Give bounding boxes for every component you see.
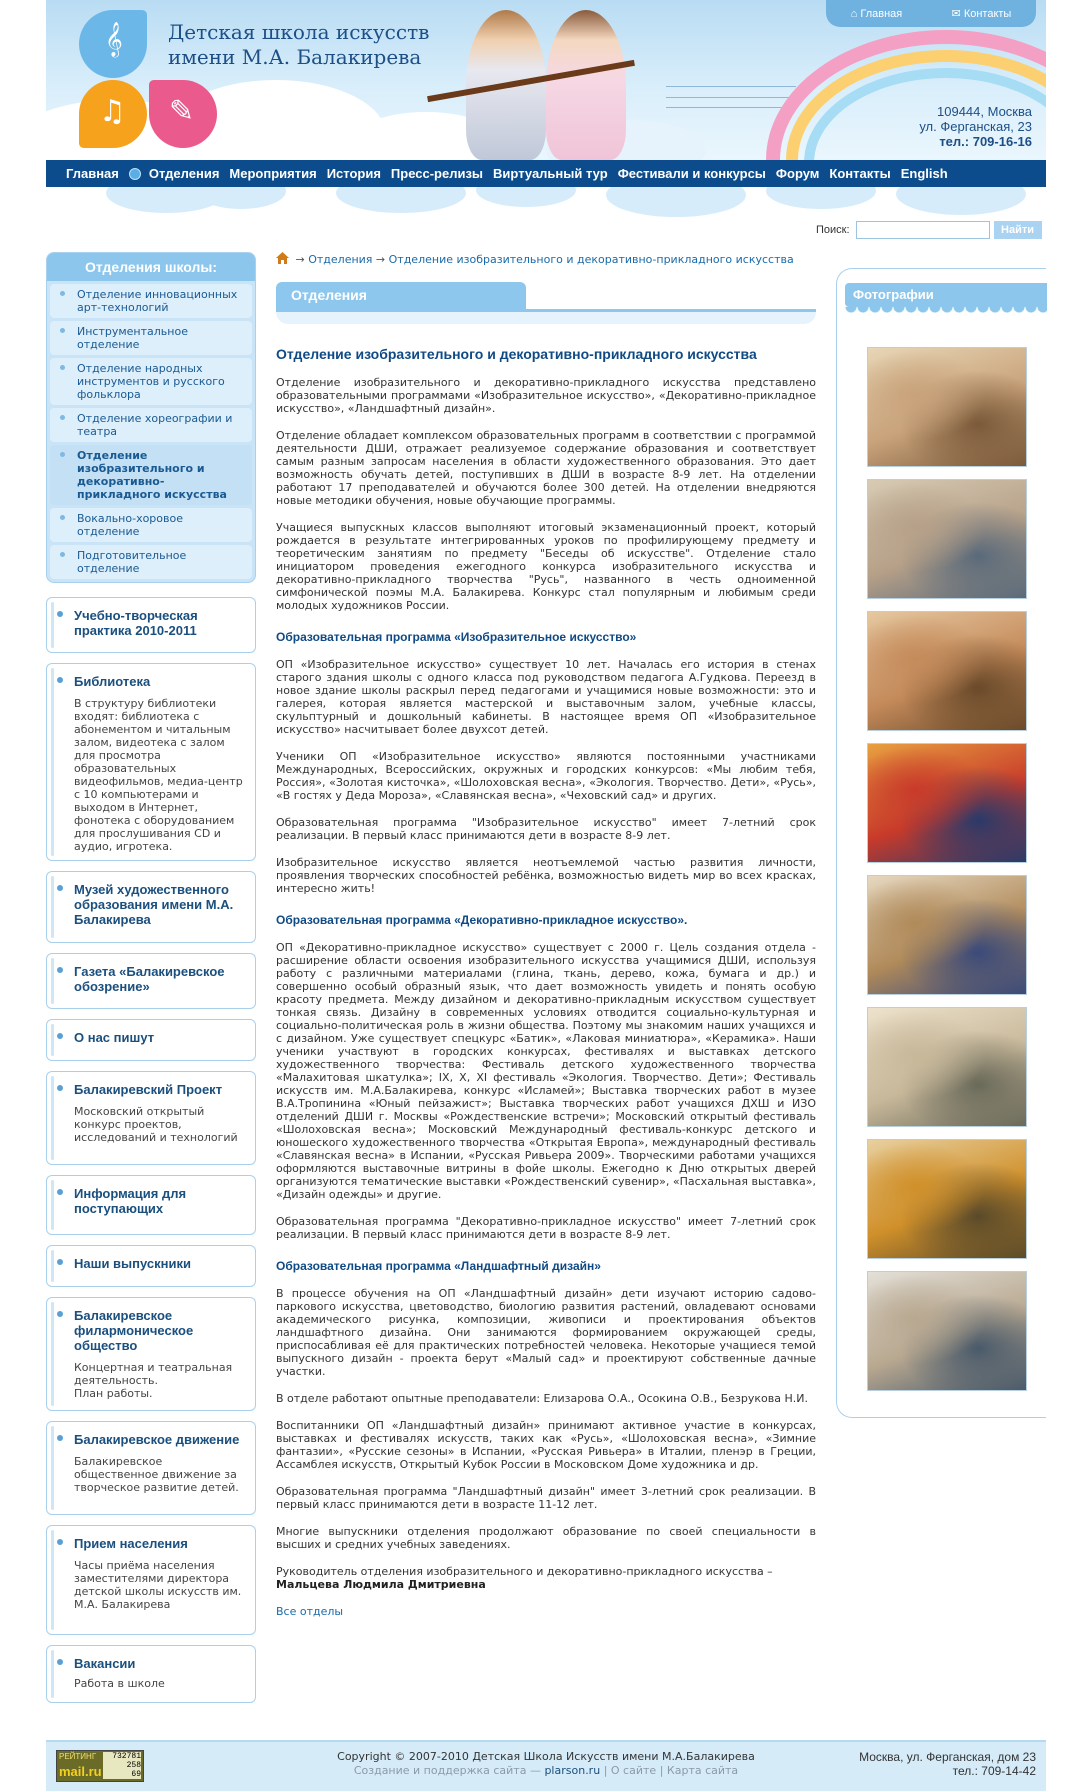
breadcrumb-departments[interactable]: Отделения (308, 253, 373, 266)
mailru-counter[interactable]: РЕЙТИНГ mail.ru 732781 258 69 (56, 1750, 144, 1782)
photo-painted-eggs[interactable] (867, 875, 1027, 995)
photo-toys-display[interactable] (867, 1139, 1027, 1259)
nav-item-english[interactable]: English (900, 166, 948, 181)
sidebar-item-choreography[interactable]: Отделение хореографии и театра (50, 408, 252, 442)
article-paragraph: Образовательная программа "Изобразительное искусство" имеет 7-летний срок реализации. В первый класс принимаются дети в возрасте 8-9 лет. (276, 816, 816, 842)
breadcrumb: → Отделения → Отделение изобразительного и декоративно-прикладного искусства (276, 252, 816, 268)
nav-item-festivals[interactable]: Фестивали и конкурсы (617, 166, 766, 181)
nav-item-press[interactable]: Пресс-релизы (390, 166, 484, 181)
sidebar-box-museum[interactable]: Музей художественного образования имени М.А. Балакирева (46, 871, 256, 943)
article-paragraph: В отделе работают опытные преподаватели: Елизарова О.А., Осокина О.В., Безрукова Н.И. (276, 1392, 808, 1405)
sidebar-box-applicants[interactable]: Информация для поступающих (46, 1175, 256, 1235)
sidebar-item-folk[interactable]: Отделение народных инструментов и русского фольклора (50, 358, 252, 405)
search-form (816, 221, 1042, 239)
page-title: Отделение изобразительного и декоративно-прикладного искусства (276, 346, 757, 362)
article-paragraph: Учащиеся выпускных классов выполняют итоговый экзаменационный проект, который рождается в результате интегрированных уроков по профилирующему предмету и теоретическим занятиям по предмету "Беседы об искусстве". Отделение стало инициатором проведения ежегодного конкурса изобразительного искусства и декоративно-прикладного творчества "Русь", названного в честь одноименной симфонической поэмы М.А. Балакирева. Конкурс стал популярным и любимым среди молодых художников России. (276, 521, 816, 612)
section-heading-fine-arts: Образовательная программа «Изобразительное искусство» (276, 630, 637, 644)
sidebar-item-innovation[interactable]: Отделение инновационных арт-технологий (50, 284, 252, 318)
logo-dance-icon[interactable]: ♫ (79, 80, 147, 148)
sidebar-item-preparatory[interactable]: Подготовительное отделение (50, 545, 252, 579)
all-departments-link[interactable]: Все отделы (276, 1605, 344, 1618)
sidebar-box-vacancies[interactable]: Вакансии Работа в школе (46, 1645, 256, 1703)
nav-item-contacts[interactable]: Контакты (829, 166, 891, 181)
page (46, 0, 1046, 1791)
article-paragraph: Ученики ОП «Изобразительное искусство» являются постоянными участниками Международных, Всероссийских, окружных и городских конкурсов: «Мы любим тебя, Россия», «Золотая кисточка», «Шолоховская весна», «Экология. Творчество. Дети», «Русь», «В гостях у Деда Мороза», «Славянская весна», «Чеховский сад» и других. (276, 750, 816, 802)
photos-panel (836, 268, 1046, 1418)
sitemap-link[interactable]: Карта сайта (666, 1764, 739, 1777)
site-header (46, 0, 1046, 160)
department-head-name: Мальцева Людмила Дмитриевна (276, 1578, 486, 1591)
home-icon[interactable] (276, 252, 289, 264)
nav-item-events[interactable]: Мероприятия (229, 166, 317, 181)
photo-art-class[interactable] (867, 1271, 1027, 1391)
mail-icon: ✉ (951, 8, 964, 20)
section-tab (276, 282, 816, 326)
departments-title: Отделения школы: (47, 253, 255, 281)
article-paragraph: Изобразительное искусство является неотъемлемой частью развития личности, проявления творческих способностей ребёнка, возможностью видеть мир во всех красках, интересно жить! (276, 856, 816, 895)
nav-clouds-decoration (46, 187, 1046, 217)
sidebar-item-fine-arts[interactable]: Отделение изобразительного и декоративно-прикладного искусства (50, 445, 252, 505)
department-head: Руководитель отделения изобразительного и декоративно-прикладного искусства – Мальцева Людмила Дмитриевна (276, 1565, 773, 1591)
departments-menu (46, 252, 256, 583)
site-title[interactable]: Детская школа искусств имени М.А. Балакирева (168, 20, 430, 69)
left-sidebar (46, 252, 256, 1703)
nav-item-departments[interactable]: Отделения (148, 166, 220, 181)
logo-music-icon[interactable]: 𝄞 (79, 10, 147, 78)
top-contacts-link[interactable]: ✉ Контакты (951, 8, 1012, 20)
nav-item-virtual-tour[interactable]: Виртуальный тур (493, 166, 608, 181)
section-heading-decorative: Образовательная программа «Декоративно-прикладное искусство». (276, 913, 688, 927)
header-address: 109444, Москва ул. Ферганская, 23 тел.: 709-16-16 (919, 104, 1032, 149)
sidebar-box-project[interactable]: Балакиревский Проект Московский открытый конкурс проектов, исследований и технологий (46, 1071, 256, 1165)
sidebar-box-press[interactable]: О нас пишут (46, 1019, 256, 1061)
photo-classroom-crafts[interactable] (867, 1007, 1027, 1127)
article-paragraph: Отделение изобразительного и декоративно-прикладного искусства представлено образовательными программами «Изобразительное искусство», «Декоративно-прикладное искусство», «Ландшафтный дизайн». (276, 376, 816, 415)
sidebar-box-graduates[interactable]: Наши выпускники (46, 1245, 256, 1287)
sidebar-box-newspaper[interactable]: Газета «Балакиревское обозрение» (46, 953, 256, 1009)
article-paragraph: Образовательная программа "Ландшафтный дизайн" имеет 3-летний срок реализации. В первый класс принимаются дети в возрасте 11-12 лет. (276, 1485, 816, 1511)
photos-title: Фотографии (845, 283, 1047, 307)
nav-item-history[interactable]: История (326, 166, 381, 181)
header-phone: тел.: 709-16-16 (939, 134, 1032, 149)
top-home-link[interactable]: ⌂ Главная (850, 7, 903, 20)
nav-item-home[interactable]: Главная (66, 166, 119, 181)
sidebar-box-philharmonic[interactable]: Балакиревское филармоническое общество Концертная и театральная деятельность. План работы. (46, 1297, 256, 1411)
sidebar-item-instrumental[interactable]: Инструментальное отделение (50, 321, 252, 355)
site-footer (46, 1740, 1046, 1791)
sidebar-item-vocal[interactable]: Вокально-хоровое отделение (50, 508, 252, 542)
home-icon: ⌂ (850, 7, 861, 20)
sidebar-box-library[interactable]: Библиотека В структуру библиотеки входят: библиотека с абонементом и читальным залом, видеотека с залом для просмотра образовательных видеофильмов, медиа-центр с 10 компьютерами и выходом в Интернет, фонотека с оборудованием для прослушивания CD и аудио, игротека. (46, 663, 256, 861)
photo-colorful-painting[interactable] (867, 743, 1027, 863)
main-nav (46, 160, 1046, 187)
nav-bullet-icon (129, 168, 141, 180)
sidebar-box-movement[interactable]: Балакиревское движение Балакиревское общественное движение за творческое развитие детей. (46, 1421, 256, 1515)
main-content (276, 252, 816, 1618)
article-paragraph: Отделение обладает комплексом образовательных программ в соответствии с программой деятельности ДШИ, отражает реализуемое содержание образования и соответствует самым разным запросам населения в области художественного образования. Это дает возможность обучать детей, поступивших в ДШИ в возрасте 8-9 лет. На отделении работают 17 преподавателей и обучаются более 300 детей. На отделении внедряются новые методики обучения, новые обучающие программы. (276, 429, 816, 507)
top-links (826, 0, 1036, 27)
logo-brush-icon[interactable]: ✎ (149, 80, 217, 148)
search-button[interactable]: Найти (994, 221, 1042, 239)
nav-item-forum[interactable]: Форум (775, 166, 820, 181)
article-paragraph: Образовательная программа "Декоративно-прикладное искусство" имеет 7-летний срок реализации. В первый класс принимаются дети в возрасте 8-9 лет. (276, 1215, 816, 1241)
article-paragraph: В процессе обучения на ОП «Ландшафтный дизайн» дети изучают историю садово-паркового искусства, цветоводство, биологию развития растений, овладевают основами академического рисунка, композиции, живописи и проектирования объектов ландшафтного дизайна. Они занимаются формированием окружающей среды, приспосабливая её для практических потребностей человека. Некоторые учащиеся темой выпускного дизайн - проекта берут «Малый сад» и проектируют собственные дачные участки. (276, 1287, 816, 1378)
search-input[interactable] (856, 221, 990, 239)
copyright: Copyright © 2007-2010 Детская Школа Искусств имени М.А.Балакирева Создание и поддержка сайта — plarson.ru | О сайте | Карта сайта (337, 1750, 755, 1777)
breadcrumb-current[interactable]: Отделение изобразительного и декоративно-прикладного искусства (388, 253, 794, 266)
article-paragraph: ОП «Изобразительное искусство» существует 10 лет. Началась его история в стенах старого здания школы с одного класса под руководством педагога А.Гудкова. Переезд в новое здание школы раскрыл перед педагогами и учащимися новые возможности: это и галерея, которая является мастерской и выставочным залом, учебные классы, скульптурный и дошкольный кабинеты. В настоящее время ОП «Изобразительное искусство» насчитывает более двухсот детей. (276, 658, 816, 736)
photo-girl-painting[interactable] (867, 611, 1027, 731)
sidebar-box-practice[interactable]: Учебно-творческая практика 2010-2011 (46, 597, 256, 653)
credit-link[interactable]: plarson.ru (544, 1764, 601, 1777)
about-link[interactable]: О сайте (610, 1764, 657, 1777)
section-heading-landscape: Образовательная программа «Ландшафтный дизайн» (276, 1259, 601, 1273)
article-paragraph: Воспитанники ОП «Ландшафтный дизайн» принимают активное участие в конкурсах, выставках и фестивалях искусств, таких как «Русь», «Шолоховская весна», «Зимние фантазии», «Русские сезоны» в Испании, «Русская Ривьера» в Италии, пленэр в Греции, Ассамблея искусств, Открытый Кубок России в Московском Доме художника и др. (276, 1419, 816, 1471)
article-paragraph: Многие выпускники отделения продолжают образование по своей специальности в высших и средних учебных заведениях. (276, 1525, 816, 1551)
photo-children-drawing[interactable] (867, 347, 1027, 467)
sidebar-box-reception[interactable]: Прием населения Часы приёма населения заместителями директора детской школы искусств им. М.А. Балакирева (46, 1525, 256, 1635)
search-label: Поиск: (816, 224, 850, 236)
article-paragraph: ОП «Декоративно-прикладное искусство» существует с 2000 г. Цель создания отдела - расширение области освоения изобразительного искусства учащимися ДШИ, используя работу с различными материалами (глина, ткань, дерево, кожа, бумага и др.) и совершенно особый образный язык, что дает возможность увидеть и понять особую красоту предмета. Между дизайном и декоративно-прикладным искусством существует тонкая связь. Дизайну в современных условиях отводится социально-культурная и социально-политическая роль в жизни общества. Поэтому мы знакомим наших учащихся и с дизайном. Уже существует спецкурс «Батик», «Лаковая миниатюра», «Керамика». Наши ученики участвуют в городских конкурсах, фестивалях и выставках детского художественного творчества: Фестиваль детского художественного творчества «Малахитовая шкатулка»; IX, X, XI фестиваль «Экология. Творчество. Дети»; Фестиваль искусств им. М.А.Балакирева, конкурс «Исламей»; Выставка творческих работ в музее В.А.Тропинина «Юный пейзажист»; Выставка творческих работ учащихся ДХШ и ИЗО отделений ДШИ г. Москвы «Рождественские встречи»; Московский открытый фестиваль «Шолоховская весна»; Московский Международный фестиваль-конкурс детского и юношеского художественного творчества «Открытая Европа», международный фестиваль «Славянская весна» в Испании, «Русская Ривьера 2009». Творческими работами учащихся оформляются выставочные витрины в фойе школы. Ежегодно к Дню открытых дверей организуются тематические выставки «Рождественский сувенир», «Пасхальная выставка», «Дизайн одежды» и другие. (276, 941, 816, 1201)
footer-address: Москва, ул. Ферганская, дом 23 тел.: 709-14-42 (859, 1750, 1036, 1778)
photo-exhibition-hall[interactable] (867, 479, 1027, 599)
section-tab-label: Отделения (276, 282, 526, 309)
